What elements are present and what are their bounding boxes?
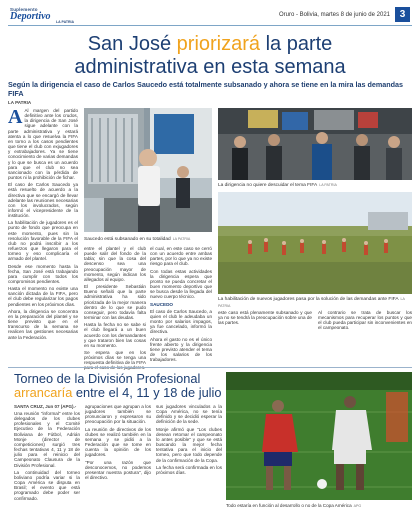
- main-article-col3: [150, 246, 212, 364]
- paragraph: Con todas estas actividades la dirigencia espera que pronto se pueda concretar el buen momento deportivo que se busca desde la llegada del nuevo cuerpo técnico.: [150, 268, 212, 300]
- paragraph: Hasta la fecha no se sabe si el club llegará a un buen acuerdo con los demandantes y que trataron bien las cosas en su momento.: [84, 322, 146, 348]
- photo-credit: LA PATRIA: [319, 183, 337, 187]
- training-field-photo[interactable]: [218, 192, 412, 294]
- paragraph: "Por una razón que desconocemos, no podemos presentar nuestra postura", dijo el directivo.: [85, 459, 151, 481]
- photo2-caption: [218, 182, 412, 189]
- drop-cap: A: [8, 106, 23, 128]
- page-number: 3: [395, 7, 410, 22]
- main-headline-line2: administrativa en esta semana: [74, 56, 346, 78]
- paragraph: agrupaciones que agrupan a los jugadores también se pronunciaron y expresaron su preocupación por la situación.: [85, 404, 151, 425]
- paragraph: El caso de Carlos Saucedo, a quien el club le adeudaba un monto por salarios impagos, ya fue cancelado, informó la directiva.: [150, 308, 212, 335]
- main-article-col1: [8, 108, 78, 364]
- main-headline-line1: [0, 33, 420, 55]
- paragraph: Monje afirmó que "Los clubes desean retomar el campeonato lo antes posible" y que se está buscando la mejor fecha tentativa para el inicio del torneo, pero que todo depende de la confirmación de la Copa.: [156, 426, 222, 463]
- directors-photo[interactable]: [218, 108, 412, 180]
- paragraph: La habilitación de jugadores es el punto de fondo que preocupa en este momento, pues sin la resolución favorable de la FIFA el club no podrá inscribir a los refuerzos que llegaron para el torneo y eso complicaría el armado del plantel.: [8, 220, 78, 262]
- section-divider: [8, 367, 412, 368]
- photo1-caption: [84, 236, 212, 243]
- section-subhead: SAUCEDO: [150, 301, 173, 307]
- photo4-caption: [226, 503, 416, 509]
- main-deck: Según la dirigencia el caso de Carlos Saucedo está totalmente subsanado y ahora se tiene en la mira las demandas FIFA: [8, 80, 404, 98]
- paragraph: La reunión de directivos de los clubes se realizó también en la semana y se pidió a la Federación que se tome en cuenta la opinión de los jugadores.: [85, 426, 151, 458]
- headline-highlight: priorizará: [176, 33, 261, 55]
- photo-credit: APG: [353, 504, 362, 508]
- second-article-col1: [14, 411, 80, 515]
- headline-post: la parte: [260, 33, 333, 55]
- directors-image: [218, 108, 412, 180]
- paragraph: La fecha será confirmada en los próximos días.: [156, 464, 222, 475]
- photo-credit: LA PATRIA: [172, 237, 191, 241]
- photo3-caption: [218, 296, 412, 310]
- paragraph: El caso de Carlos Saucedo ya está resuelto de acuerdo a la directiva que se encargó de llevar adelante las reuniones necesarias con los involucrados, según informó el vicepresidente de la institución.: [8, 182, 78, 219]
- paragraph: Ahora el gasto no es el único frente abierto y la dirigencia tiene previsto atender el tema de los salarios de los trabajadores.: [150, 336, 212, 363]
- paragraph: Se espera que en los próximos días se tenga una respuesta definitiva de la FIFA: [84, 349, 146, 366]
- headline-highlight: arrancaría: [14, 385, 73, 400]
- main-byline: LA PATRIA: [8, 100, 32, 105]
- paragraph: entre el plantel y el club puede salir del fondo de la tabla; sin que la cosa del descenso sea una preocupación mayor de momento, según indican los allegados al equipo.: [84, 246, 146, 282]
- main-article-col4: [218, 310, 312, 364]
- caption-text: Todo estaría en función al desarrollo o no de la Copa América: [226, 503, 352, 508]
- logo-top-text: Suplemento: [10, 7, 38, 12]
- logo-main-text: Deportivo: [10, 11, 51, 22]
- paragraph: El presidente Sebastián Bueno señaló que la parte administrativa ha sido priorizada de la mejor manera dentro de lo que se pudo conseguir, pero todavía falta terminar con las deudas.: [84, 284, 146, 321]
- match-photo[interactable]: [226, 372, 412, 500]
- paragraph: Al contrario se trata de buscar los mecanismos para recuperar los puntos y que el club pueda participar sin inconvenientes en el campeonato.: [318, 310, 412, 331]
- press-conference-image: [84, 108, 212, 232]
- caption-text: Saucedo está subsanado en su totalidad: [84, 237, 171, 242]
- logo-sub-text: LA PATRIA: [56, 20, 75, 24]
- paragraph: Ahora, la dirigencia se concentra en la preparación del plantel y se tiene previsto que en el transcurso de la semana se realicen las gestiones necesarias ante la Federación.: [8, 308, 78, 340]
- headline-pre: San José: [87, 33, 177, 55]
- second-article-col2: [85, 404, 151, 515]
- second-headline-line1: Torneo de la División Profesional: [14, 371, 201, 386]
- newspaper-logo[interactable]: [10, 7, 82, 23]
- match-image: [226, 372, 412, 500]
- second-article-col3: [156, 404, 222, 515]
- paragraph-text: Al margen del partido definitivo ante los crudos, la dirigencia de San José sigue adelante con la parte administrativa y estará atenta a lo que resuelva la FIFA en torno a los casos pendientes que tiene el club con exjugadores y extrabajadores. Ya se tiene conocimiento de varias demandas y lo que se busca es un acuerdo para que el club no sea sancionado con la pérdida de puntos ni la prohibición de fichar.: [8, 108, 78, 181]
- paragraph: el cual, en este caso se cerró con un acuerdo entre ambas partes, por lo que ya no existe riesgo para el club.: [150, 246, 212, 267]
- training-field-image: [218, 192, 412, 294]
- second-byline: SANTA CRUZ, Jun 07 (APG).-: [14, 404, 77, 409]
- paragraph: este caso está plenamente subsanado y que ya no se tendrá la preocupación sobre una de las partes.: [218, 310, 312, 326]
- caption-text: La dirigencia no quiere descuidar el tema FIFA: [218, 183, 318, 188]
- paragraph: Desde ese momento hasta la fecha, San José está trabajando para cumplir con todos los compromisos pendientes.: [8, 263, 78, 284]
- photo-credit: LA PATRIA: [218, 297, 405, 308]
- paragraph: [8, 108, 78, 180]
- paragraph: Una reunión "informal" entre los delegados de los clubes profesionales y el Comité Ejecutivo de la Federación Boliviana de Fútbol, Adrián Monje (director de competiciones) surgió tres fechas tentativas 4, 11 y 18 de julio para el reinicio del Campeonato Clausura de la División Profesional.: [14, 411, 80, 468]
- paragraph: La continuidad del torneo boliviano podría variar si la Copa América se disputa en Brasil; el evento que está programado debe poder ser confirmado.: [14, 469, 80, 501]
- caption-text: La habilitación de nuevos jugadores pasa por la solución de las demandas ante FIFA: [218, 297, 399, 302]
- masthead: [8, 4, 412, 26]
- paragraph: sus jugadores vinculados a la Copa América, no se tenía definido y se decidió esperar la definición de la sede.: [156, 404, 222, 425]
- headline-post: entre el 4, 11 y 18 de julio: [72, 385, 222, 400]
- dateline: Oruro - Bolivia, martes 8 de junio de 2021: [278, 12, 390, 18]
- paragraph: Hasta el momento no existe una sanción dictada de la FIFA, pero el club debe regularizar los pagos pendientes en los próximos días.: [8, 286, 78, 307]
- main-article-col2: [84, 246, 146, 364]
- press-conference-photo[interactable]: [84, 108, 212, 232]
- main-article-col5: [318, 310, 412, 364]
- second-headline-line2: [14, 386, 222, 400]
